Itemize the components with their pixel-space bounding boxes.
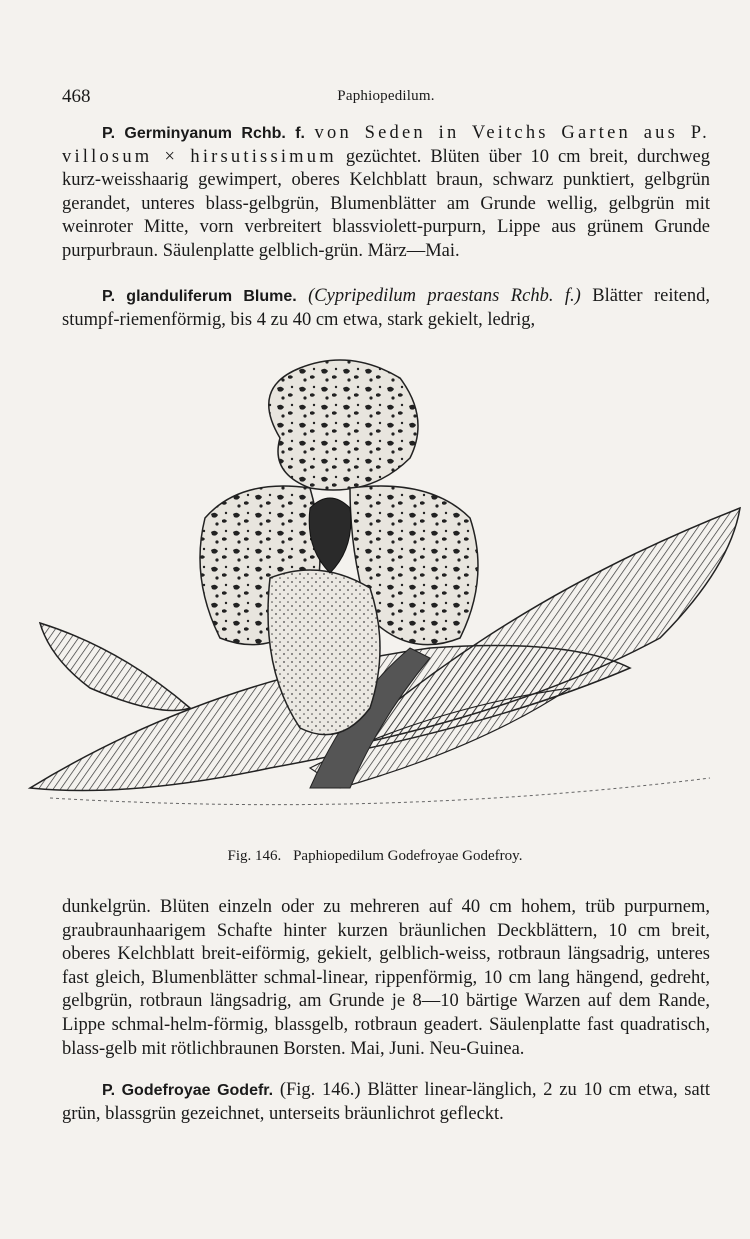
- species-origin: von Seden in Veitchs Garten aus P. villosum × hirsutissimum: [62, 123, 711, 167]
- page-header: [62, 86, 710, 110]
- species-synonym: (Cypripedilum praestans Rchb. f.): [308, 286, 581, 306]
- species-name: P. Godefroyae Godefr.: [102, 1082, 274, 1099]
- running-title: Paphiopedilum.: [337, 88, 435, 104]
- figure-label: Fig. 146.: [227, 848, 282, 864]
- species-description: dunkelgrün. Blüten einzeln oder zu mehreren auf 40 cm hohem, trüb purpurnem, graubraunhaarigem Schafte hinter kurzen bräunlichen Deckblättern, 10 cm breit, oberes Kelchblatt breit-eiförmig, gekielt, gelblich-weiss, rotbraun längsadrig, unteres fast gleich, Blumenblätter schmal-linear, rippenförmig, 10 cm lang hängend, gedreht, gelbgrün, rotbraun längsadrig, am Grunde je 8—10 bärtige Warzen auf dem Rande, Lippe schmal-helm-förmig, blassgelb, rotbraun geadert. Säulenplatte fast quadratisch, blass-gelb mit rötlichbraunen Borsten. Mai, Juni. Neu-Guinea.: [62, 897, 710, 1059]
- species-description: (Fig. 146.) Blätter linear-länglich, 2 zu 10 cm etwa, satt grün, blassgrün gezeichnet, unterseits bräunlichrot gefleckt.: [62, 1080, 711, 1124]
- entry-germinyanum: [62, 122, 710, 264]
- entry-godefroyae: [62, 1079, 710, 1126]
- entry-glanduliferum: [62, 285, 710, 332]
- figure-caption-text: Paphiopedilum Godefroyae Godefroy.: [293, 848, 523, 864]
- species-description: gezüchtet. Blüten über 10 cm breit, durchweg kurz-weisshaarig gewimpert, oberes Kelchblatt braun, schwarz punktiert, gelbgrün gerandet, unteres blass-gelbgrün, Blumenblätter am Grunde wellig, gelbgrün mit weinroter Mitte, vorn verbreitert blassviolett-purpurn, Lippe aus grünem Grunde purpurbraun. Säulenplatte gelblich-grün. März—Mai.: [62, 146, 711, 261]
- figure-caption: [0, 848, 750, 865]
- entry-glanduliferum-continued: [62, 896, 710, 1061]
- species-name: P. glanduliferum Blume.: [102, 288, 297, 305]
- orchid-illustration: [10, 348, 750, 818]
- dorsal-sepal: [269, 360, 418, 490]
- page-number: 468: [62, 86, 91, 107]
- species-description: Blätter reitend, stumpf-riemenförmig, bis 4 zu 40 cm etwa, stark gekielt, ledrig,: [62, 286, 711, 330]
- orchid-engraving: [10, 348, 750, 818]
- leaf-left-tip: [40, 623, 190, 711]
- species-name: P. Germinyanum Rchb. f.: [102, 125, 305, 142]
